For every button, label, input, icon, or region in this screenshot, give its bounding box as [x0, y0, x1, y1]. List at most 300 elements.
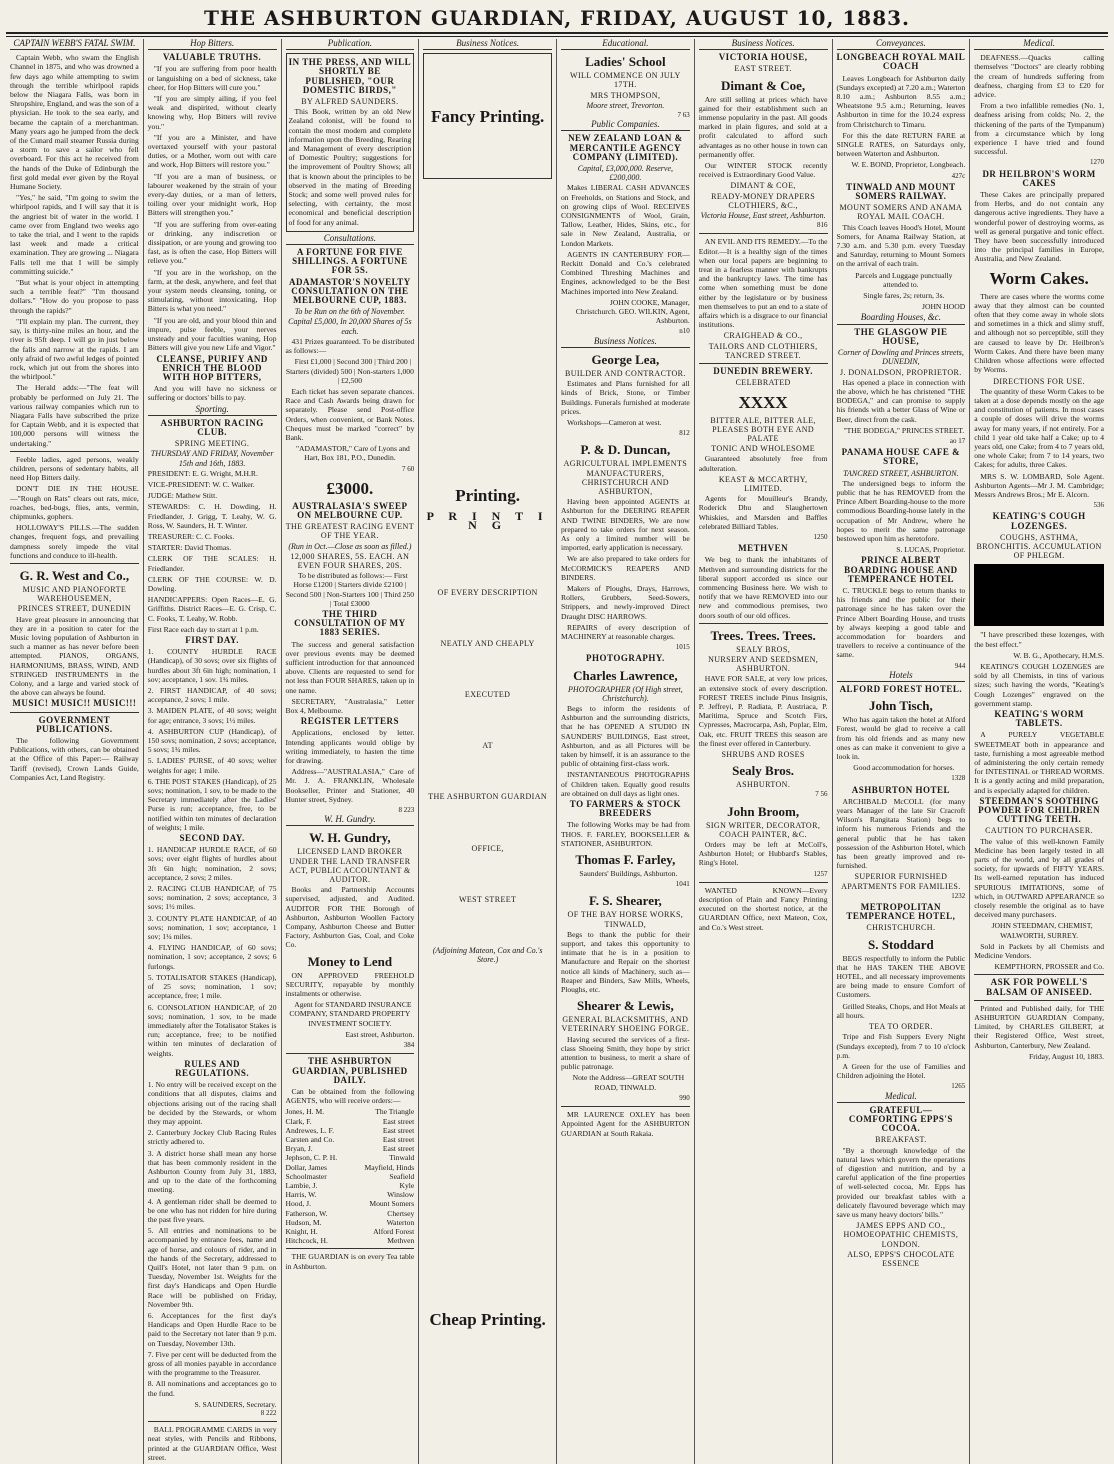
ad-title: THE GLASGOW PIE HOUSE, [854, 326, 948, 346]
ad-title: S. Stoddard [868, 936, 934, 952]
agent-place: East street [382, 1134, 415, 1144]
notice: First Race each day to start at 1 p.m. [147, 624, 259, 634]
ad-address: Moore street, Trevorton. [586, 100, 665, 110]
ad-title: STEEDMAN'S SOOTHING POWDER FOR CHILDREN CUTTING TEETH. [978, 795, 1101, 825]
article-paragraph: "But what is your object in attempting such a terrible feat?" "I'm thousand dollars." "How do you propose to pass through the rapids?" [10, 278, 139, 315]
ad-title: Shearer & Lewis, [577, 998, 674, 1014]
ad-text: The success and general satisfaction over previous events may be deemed sufficient introduction for that announced above. Clients are requested to send for not less than FOUR SHARES, taken up in one name. [285, 639, 415, 695]
redacted-block [974, 564, 1104, 626]
ad-ref: 944 [954, 661, 966, 670]
ad-title: PRINCE ALBERT BOARDING HOUSE AND TEMPERANCE HOTEL [844, 555, 958, 584]
ad-text: Good accommodation for horses. [853, 763, 955, 773]
ad-subtitle: COUGHS, ASTHMA, BRONCHITIS. ACCUMULATION OF PHLEGM. [976, 532, 1102, 561]
ad-name: MRS THOMPSON, [590, 90, 661, 100]
rule-entry: 3. A district horse shall mean any horse that has been commonly resident in the Ashburton County from July 31, 1883, and up to the date of the forthcoming meeting. [147, 1148, 277, 1195]
ad-text: Has opened a place in connection with the above, which he has christened "THE BODEGA," and can promise to supply his friends with a better Glass of Wine or Beer, direct from the cask. [836, 377, 966, 424]
divider [10, 563, 139, 564]
race-entry: 6. CONSOLATION HANDICAP, of 20 sovs; nomination, 1 sov, to be made immediately after the Totalisator Stakes is run; acceptance, free; to be notified within ten minutes of declaration of weights. [147, 1002, 277, 1058]
ad-title: LONGBEACH ROYAL MAIL COACH [836, 52, 966, 72]
rule-entry: 2. Canterbury Jockey Club Racing Rules strictly adhered to. [147, 1128, 277, 1147]
ad-subtitle: CELEBRATED [735, 378, 791, 388]
agent-place: Kyle [399, 1180, 415, 1190]
ad-text: Single fares, 2s; return, 3s. [863, 291, 945, 301]
ad-address: Note the Address—GREAT SOUTH ROAD, TINWALD. [572, 1073, 685, 1092]
columns [6, 38, 1108, 1462]
ad-ref: 536 [1093, 501, 1104, 510]
ad-subtitle: PHOTOGRAPHER (Of High street, Christchurch). [568, 684, 683, 703]
column-6 [695, 39, 833, 1464]
agent-row [286, 1135, 415, 1144]
officer: STEWARDS: C. H. Dowding, H. Friedlander, J. Grigg, T. Leahy, W. G. Ross, W. Saunders, H. T. Winter. [147, 502, 277, 530]
officer: CLERK OF THE COURSE: W. D. Dowling. [147, 574, 277, 593]
ad-line: (Adjoining Mateon, Cox and Co.'s Store.) [432, 946, 543, 965]
agent-place: East street [382, 1116, 415, 1126]
ad-headline: Worm Cakes. [989, 268, 1089, 288]
ad-highlight: MUSIC! MUSIC!! MUSIC!!! [12, 698, 137, 709]
ad-title: G. R. West and Co., [19, 567, 130, 583]
ad-title: John Tisch, [868, 698, 933, 714]
officer: TREASURER: C. C. Fooks. [147, 531, 235, 541]
ad-text: Makers of Ploughs, Drays, Harrows, Rollers, Grubbers, Seed-Sowers, Strippers, and newly-improved Direct Draught DISC HARROWS. [561, 583, 690, 621]
ad-byline: BY ALFRED SAUNDERS. [301, 97, 399, 107]
ad-text: This Coach leaves Hood's Hotel, Mount Somers, for Anama Railway Station, at 7.30 a.m. and 5.30 p.m. every Tuesday and Saturday, returning to Mount Somers on the arrival of each train. [836, 222, 966, 269]
ad-headline-fancy: Fancy Printing. [430, 107, 545, 127]
ad-title: TO FARMERS & STOCK BREEDERS [569, 799, 681, 819]
race-entry: 1. COUNTY HURDLE RACE (Handicap), of 30 sovs; over six flights of hurdles about 3ft 6in high; nomination, 1 sov; acceptance, 1 sov. 1¾ miles. [147, 647, 277, 684]
ad-text: Can be obtained from the following AGENTS, who will receive orders:— [285, 1086, 415, 1106]
race-entry: 3. COUNTY PLATE HANDICAP, of 40 sovs; nomination, 1 sov; acceptance, 1 sov; 1¼ miles. [147, 913, 277, 942]
section-head-boarding: Boarding Houses, &c. [837, 313, 966, 324]
ad-text: We are also prepared to take orders for McCORMICK'S REAPERS AND BINDERS. [561, 554, 690, 582]
blank-area [423, 181, 552, 481]
ad-address: East street, Ashburton. [345, 1029, 415, 1039]
race-entry: 5. LADIES' PURSE, of 40 sovs; welter weights for age; 1 mile. [147, 756, 277, 775]
ad-title: CLEANSE, PURIFY AND ENRICH THE BLOOD WITH HOP BITTERS, [156, 353, 268, 382]
ad-text: Having secured the services of a first-class Shoeing Smith, they hope by strict attention to business, to merit a share of public patronage. [561, 1034, 690, 1072]
ad-subtitle: TAILORS AND CLOTHIERS, TANCRED STREET. [708, 341, 818, 360]
ad-ref: 427c [951, 171, 966, 180]
ad-text: Orders may be left at McColl's, Ashburton Hotel; or Hubbard's Stables, Ring's Hotel. [698, 840, 828, 868]
ad-name: J. DONALDSON, PROPRIETOR. [840, 367, 962, 377]
ad-text: Applications, enclosed by letter. Intending applicants would oblige by writing immediately, to hasten the time for drawing. [285, 728, 415, 766]
ad-headline-cheap: Cheap Printing. [429, 1310, 546, 1330]
ad-title: PHOTOGRAPHY. [585, 653, 665, 664]
ad-ref: 7 60 [402, 464, 415, 473]
ad-address: Victoria House, East street, Ashburton. [700, 211, 826, 221]
agent-place: Waterton [386, 1217, 415, 1227]
ad-ref: 7 56 [815, 790, 828, 799]
agent-place: Chertsey [387, 1208, 415, 1218]
agent-name: Schoolmaster [285, 1171, 327, 1181]
ad-subtitle: ALSO, EPPS'S CHOCOLATE ESSENCE [847, 1249, 955, 1268]
ad-subtitle: AGRICULTURAL IMPLEMENTS MANUFACTURERS, CHRISTCHURCH AND ASHBURTON, [563, 459, 688, 496]
ad-text: Tripe and Fish Suppers Every Night (Sundays excepted), from 7 to 10 o'clock p.m. [836, 1032, 966, 1060]
ad-title: Ladies' School [585, 54, 666, 70]
ad-subtitle: Capital £5,000, In 20,000 Shares of 5s each. [288, 317, 412, 336]
ad-text: Books and Partnership Accounts supervised, adjusted, and Audited. AUDITOR FOR THE Borough of Ashburton, Ashburton Woollen Factory Company, Ashburton Cheese and Butter Factory, Ashburton Gas, Coal, and Coke Co. [285, 885, 415, 950]
ad-headline: XXXX [738, 392, 788, 412]
ad-text: "I have prescribed these lozenges, with the best effect." [974, 630, 1104, 649]
ad-text: Grilled Steaks, Chops, and Hot Meals at all hours. [836, 1001, 966, 1020]
ad-subtitle: TONIC AND WHOLESOME [711, 444, 815, 454]
ad-title: KEATING'S WORM TABLETS. [994, 708, 1084, 729]
ad-title: Thomas F. Farley, [575, 852, 676, 868]
ad-subtitle: To be Run on the 6th of November. [294, 307, 406, 317]
ad-text: The following Works may be had from THOS. F. FARLEY, BOOKSELLER & STATIONER, ASHBURTON. [561, 820, 690, 848]
divider [561, 1106, 690, 1107]
agent-place: The Triangle [375, 1107, 415, 1117]
signature: S. SAUNDERS, Secretary. [194, 1399, 277, 1409]
ad-ref: 1015 [675, 643, 690, 652]
rule-entry: 7. Five per cent will be deducted from the gross of all monies payable in accordance with the programme to the Treasurer. [147, 1349, 277, 1378]
rule-entry: 1. No entry will be received except on the conditions that all disputes, claims and objections arising out of the racing shall be decided by the Stewards, or whom they may appoint. [147, 1080, 277, 1126]
ad-ref: ao 17 [949, 436, 966, 445]
officer: VICE-PRESIDENT: W. C. Walker. [147, 479, 255, 489]
ad-subtitle: Corner of Dowling and Princes streets, DUNEDIN, [837, 348, 964, 367]
ad-name: KEMPTHORN, PROSSER and Co. [994, 962, 1104, 972]
ad-line: OF EVERY DESCRIPTION [437, 587, 538, 597]
ad-text: The value of this well-known Family Medicine has been largely tested in all parts of the world, and by all grades of society, for upwards of FIFTY YEARS. Its well-earned reputation has induced SPURIOUS IMITATIONS, some of which, in OUTWARD APPEARANCE so closely resemble the original as to have deceived many purchasers. [974, 836, 1104, 920]
ad-text: Begs to inform the residents of Ashburton and the surrounding districts, that he has OPENED A STUDIO IN SAUNDERS' BUILDINGS, East street, Ashburton, and as all Pictures will be taken by himself, it is an assurance to the public of obtaining first-class work. [561, 703, 690, 769]
ad-subtitle: BUILDER AND CONTRACTOR. [564, 368, 686, 378]
section-title: SECOND DAY. [179, 833, 245, 844]
section-head-business: Business Notices. [561, 337, 690, 348]
imprint: Printed and Published daily, for THE ASHBURTON GUARDIAN Company, Limited, by CHARLES GILBERT, at their Registered Office, West street, Ashburton, Canterbury, New Zealand. [974, 1003, 1104, 1050]
ad-title: ADAMASTOR'S NOVELTY CONSULTATION ON THE MELBOURNE CUP, 1883. [288, 276, 411, 306]
ad-title: Money to Lend [307, 953, 393, 969]
agent-row [286, 1218, 415, 1227]
officer: CLERK OF THE SCALES: H. Friedlander. [147, 554, 277, 573]
ad-address: Saunders' Buildings, Ashburton. [579, 869, 678, 879]
agent-row [286, 1209, 415, 1218]
ad-text: MR LAURENCE OXLEY has been Appointed Agent for the ASHBURTON GUARDIAN at South Rakaia. [561, 1110, 690, 1138]
ad-title: KEATING'S COUGH LOZENGES. [992, 511, 1086, 531]
ad-subtitle: (Run in Oct.—Close as soon as filled.) [288, 541, 412, 551]
agent-row [286, 1181, 415, 1190]
race-entry: 4. FLYING HANDICAP, of 60 sovs; nomination, 1 sov; acceptance, 2 sovs; 6 furlongs. [147, 943, 277, 971]
divider [286, 1053, 415, 1054]
ad-text: THE GUARDIAN is on every Tea table in Ashburton. [285, 1252, 415, 1271]
agent-place: Alford Forest [373, 1226, 415, 1236]
ad-text: KEATING'S COUGH LOZENGES are sold by all Chemists, in tins of various sizes; such having the words, "Keating's Cough Lozenges" engraved on the government stamp. [974, 661, 1104, 708]
column-2 [144, 39, 282, 1464]
ad-text: These Cakes are principally prepared from Herbs, and do not contain any dangerous active ingredients. They have a wonderful power of destroying worms, as well as general purgative and tonic effect. They have been successfully introduced into the principal families in Europe, Australia, and New Zealand. [974, 190, 1104, 264]
rule-entry: 5. All entries and nominations to be accompanied by entrance fees, name and age of horse, and colours of rider, and in the hands of the Secretary, addressed to Quill's Hotel, not later than 9 p.m. on Tuesday, November 1st. Weights for the first day's Handicaps and Open Hurdle Race will be published on Friday, November 9th. [147, 1226, 277, 1309]
ad-text: The quantity of these Worm Cakes to be taken at a dose depends mostly on the age and constitution of patients. In most cases a couple of doses will drive the worms away for many years, if not entirely. For a child 1 year old take half a Cake; up to 4 years old, one Cake; from 4 to 7 years old, one whole Cake; from 7 to 14 years, two Cakes; for adults, three Cakes. [974, 386, 1104, 470]
agent-row [286, 1144, 415, 1153]
ad-text: Feeble ladies, aged persons, weakly children, persons of sedentary habits, all need Hop Bitters daily. [10, 454, 139, 483]
ad-name: JOHN HOOD [922, 302, 966, 312]
column-3 [282, 39, 420, 1464]
ad-subtitle: CAUTION TO PURCHASER. [985, 826, 1094, 836]
ad-title: DUNEDIN BREWERY. [713, 366, 814, 377]
divider [974, 1000, 1104, 1001]
officer: JUDGE: Mathew Stitt. [147, 491, 218, 501]
divider [10, 712, 139, 713]
ad-date: THURSDAY AND FRIDAY, November 15th and 16th, 1883. [150, 449, 274, 468]
ad-text: The following Government Publications, with others, can be obtained at the Office of this Paper:— Railway Tariff (revised), Crown Lands Guide, Companies Act, Land Registry. [10, 736, 139, 782]
prize-table: First £1,000 | Second 300 | Third 200 | Starters (divided) 500 | Non-starters 1,000 | £2,500 [285, 357, 414, 385]
race-entry: 4. ASHBURTON CUP (Handicap), of 150 sovs; nomination, 2 sovs; acceptance, 5 sovs; 1¾ miles. [147, 726, 277, 755]
ad-text: "If you are suffering from over-eating or drinking, any indiscretion or dissipation, or are young and growing too fast, as is often the case, Hop Bitters will relieve you." [147, 219, 277, 266]
ad-line: NEATLY AND CHEAPLY [440, 638, 535, 648]
section-head-sporting: Sporting. [148, 405, 277, 416]
ad-text: Agent for STANDARD INSURANCE COMPANY, STANDARD PROPERTY INVESTMENT SOCIETY. [289, 1000, 412, 1028]
officer: PRESIDENT: E. G. Wright, M.H.R. [147, 468, 258, 478]
ad-line: OFFICE, [471, 843, 504, 853]
ad-subtitle: GENERAL BLACKSMITHS, AND VETERINARY SHOEING FORGE. [561, 1015, 690, 1034]
ad-name: W. E. BOND, Proprietor, Longbeach. [851, 160, 966, 170]
ad-text: A Green for the use of Families and Children adjoining the Hotel. [836, 1061, 966, 1081]
section-head-medical: Medical. [837, 1092, 966, 1103]
ad-title: ASHBURTON RACING CLUB. [160, 417, 264, 437]
ad-ref: 1250 [813, 532, 828, 541]
agent-row [286, 1172, 415, 1181]
ad-text: From a two infallible remedies (No. 1, deafness arising from colds; No. 2, the thickening of the parts of the Tympanum) from a circumstance which by long experience I have tried and found successful. [974, 101, 1104, 157]
ad-line: AT [482, 741, 493, 751]
race-entry: 6. THE POST STAKES (Handicap), of 25 sovs; nomination, 1 sov, to be made to the Secretary immediately after the Ladies' Purse is run; acceptance, free, to be notified within ten minutes of declaration of weights; 1 mile. [147, 776, 277, 832]
ad-title: IN THE PRESS, AND WILL SHORTLY BE PUBLISHED, "OUR DOMESTIC BIRDS," [288, 57, 412, 95]
ad-subtitle: BREAKFAST. [875, 1135, 927, 1145]
ad-subtitle: DIRECTIONS FOR USE. [993, 376, 1086, 386]
ad-title: ASK FOR POWELL'S BALSAM OF ANISEED. [986, 977, 1093, 997]
ad-title: REGISTER LETTERS [300, 716, 400, 727]
ad-subtitle: SHRUBS AND ROSES [721, 750, 805, 759]
race-entry: 3. MAIDEN PLATE, of 40 sovs; weight for age; entrance, 3 sovs; 1½ miles. [147, 706, 277, 725]
rule-entry: 4. A gentleman rider shall be deemed to be one who has not ridden for hire during the past five years. [147, 1196, 277, 1224]
masthead-rule [6, 32, 1108, 37]
ad-line: THE ASHBURTON GUARDIAN [428, 792, 548, 802]
ad-text: Sold in Packets by all Chemists and Medicine Vendors. [974, 941, 1104, 961]
ad-headline: £3000. [326, 478, 374, 498]
section-head-gundry: W. H. Gundry. [286, 815, 415, 826]
rule-entry: 6. Acceptances for the first day's Handicaps and Open Hurdle Race to be paid to the Secretary not later than 9 p.m. on Tuesday, November 13th. [147, 1311, 277, 1348]
ad-address: Address—"AUSTRALASIA," Care of Mr. J. A. FRANKLIN, Wholesale Bookseller, Printer and Stationer, 40 Hunter street, Sydney. [285, 767, 415, 804]
ad-text: Begs to thank the public for their support, and takes this opportunity to intimate that he is in a position to Manufacture and Repair on the shortest notice all kinds of Machinery, such as—Reaper and Binders, Saw Mills, Wheels, Ploughs, etc. [561, 929, 690, 995]
ad-name: KEAST & MCCARTHY, LIMITED. [718, 474, 808, 493]
ad-title: Charles Lawrence, [573, 667, 678, 683]
ad-text: HOLLOWAY'S PILLS.—The sudden changes, frequent fogs, and prevailing dampness sorely impede the vital functions and conduce to ill-health. [10, 523, 139, 560]
ad-text: Makes LIBERAL CASH ADVANCES on Freeholds, on Stations and Stock, and on growing clips of Wool. RECEIVES CONSIGNMENTS of Wool, Grain, Tallow, Leather, Hides, Skins, etc., for sale in New Zealand, Australia, or London Markets. [561, 183, 690, 248]
divider [699, 882, 828, 883]
agent-name: Bryan, J. [285, 1144, 313, 1154]
ad-text: "If you are simply ailing, if you feel weak and dispirited, without clearly knowing why, Hop Bitters will revive you." [147, 94, 277, 131]
ad-title: THE ASHBURTON GUARDIAN, PUBLISHED DAILY. [292, 1056, 408, 1085]
ad-ref: 7 63 [677, 111, 690, 120]
ad-text: BALL PROGRAMME CARDS in very neat styles, with Pencils and Ribbons, printed at the GUARDIAN Office, West street. [147, 1425, 277, 1462]
ad-title: GRATEFUL—COMFORTING EPPS'S COCOA. [848, 1104, 953, 1134]
ad-text: WANTED KNOWN—Every description of Plain and Fancy Printing executed on the shortest notice, at the GUARDIAN Office, next Mateon, Cox, and Co.'s West street. [698, 885, 828, 932]
article-paragraph: "I'll explain my plan. The current, they say, is thirty-nine miles an hour, and the river is 95ft deep. I will go in just below the falls and narrow at the rapids. I am only afraid of two awful ledges of pointed rock, which jut out from the shores into the whirlpool." [10, 316, 139, 382]
column-3-head: Publication. [286, 39, 415, 50]
ad-subtitle: SIGN WRITER, DECORATOR, COACH PAINTER, &C. [706, 820, 821, 839]
agent-row [286, 1190, 415, 1199]
column-1-head: CAPTAIN WEBB'S FATAL SWIM. [10, 39, 139, 50]
ad-text: Who has again taken the hotel at Alford Forest, would be glad to receive a call from his old friends and as many new ones as can make it convenient to give a look in. [836, 715, 966, 762]
ad-text: Estimates and Plans furnished for all kinds of Brick, Stone, or Timber Buildings. Funerals furnished at moderate prices. [561, 379, 690, 416]
column-8 [970, 39, 1108, 1464]
agent-name: Andrewes, L. F. [285, 1125, 335, 1135]
ad-text: DON'T DIE IN THE HOUSE.—"Rough on Rats" clears out rats, mice, roaches, bed-bugs, flies, ants, vermin, chipmunks, gophers. [10, 484, 139, 521]
ad-subtitle: LICENSED LAND BROKER UNDER THE LAND TRANSFER ACT, PUBLIC ACCOUNTANT & AUDITOR. [289, 847, 411, 885]
ad-text: Our WINTER STOCK recently received is Extraordinary Good Value. [698, 161, 828, 180]
ad-text: For this the date RETURN FARE at SINGLE RATES, on Saturdays only, between Waterton and Ashburton. [836, 130, 966, 159]
ad-name: W. B. G., Apothecary, H.M.S. [1013, 650, 1104, 660]
ad-name: S. LUCAS, Proprietor. [896, 545, 966, 555]
ad-name: CRAIGHEAD & CO., [723, 331, 803, 341]
ad-name: DIMANT & COE, [730, 181, 796, 191]
agent-row [286, 1117, 415, 1126]
agent-place: East street [382, 1144, 415, 1154]
ad-title: ALFORD FOREST HOTEL. [839, 684, 963, 694]
ad-subtitle: WILL COMMENCE ON JULY 17TH. [570, 71, 681, 90]
divider [699, 363, 828, 364]
column-4-head: Business Notices. [423, 39, 552, 50]
ad-text: SECRETARY, "Australasia," Letter Box 4, Melbourne. [285, 696, 415, 715]
column-1 [6, 39, 144, 1464]
agent-name: Harris, W. [285, 1190, 317, 1200]
ad-subtitle: OF THE BAY HORSE WORKS, TINWALD, [567, 910, 684, 929]
ad-ref: 812 [679, 429, 690, 438]
ad-name: SEALY BROS, [736, 644, 791, 654]
rule-entry: 8. All nominations and acceptances go to the fund. [147, 1379, 277, 1398]
column-4 [419, 39, 557, 1464]
agent-name: Fatherson, W. [285, 1208, 328, 1218]
ad-text: REPAIRS of every description of MACHINERY at reasonable charges. [561, 622, 690, 641]
agent-row [286, 1199, 415, 1208]
agent-place: Mayfield, Hinds [364, 1162, 415, 1172]
ad-subtitle: EAST STREET. [734, 64, 792, 74]
agent-row [286, 1126, 415, 1135]
ad-subtitle: TANCRED STREET, ASHBURTON. [843, 468, 959, 478]
ad-title: GOVERNMENT PUBLICATIONS. [36, 714, 113, 734]
ad-text: And you will have no sickness or suffering or doctors' bills to pay. [147, 384, 277, 403]
agent-place: East street [382, 1125, 415, 1135]
column-6-head: Business Notices. [699, 39, 828, 50]
ad-ref: 8 223 [398, 806, 415, 815]
ad-address: Workshops—Cameron at west. [567, 417, 662, 427]
ad-address: "ADAMASTOR," Care of Lyons and Hart, Box 181, P.O., Dunedin. [295, 444, 410, 463]
ad-title: VICTORIA HOUSE, [718, 52, 808, 63]
agent-name: Knight, H. [285, 1226, 318, 1236]
ad-ref: 1328 [951, 774, 966, 783]
ad-ref: 816 [817, 221, 828, 230]
agent-name: Dollar, James [285, 1162, 327, 1172]
section-head-companies: Public Companies. [561, 120, 690, 131]
ad-subtitle: 12,000 SHARES, 5S. EACH. AN EVEN FOUR SHARES, 20S. [290, 551, 410, 570]
divider [699, 233, 828, 234]
race-entry: 5. TOTALISATOR STAKES (Handicap), of 25 sovs; nomination, 1 sov; acceptance, free; 1 mile. [147, 972, 277, 1001]
section-head-hotels: Hotels [837, 671, 966, 682]
ad-text: ARCHIBALD McCOLL (for many years Manager of the late Sir Cracroft Wilson's Rangitata Station) begs to inform his numerous Friends and the general public that he has taken possession of the Ashburton Hotel, which has been greatly improved and re-furnished. [836, 796, 966, 871]
ad-text: Having been appointed AGENTS at Ashburton for the DEERING REAPER AND TWINE BINDERS, We are now prepared to take orders for next season. As only a limited number will be imported, early application is necessary. [561, 497, 690, 553]
ad-subtitle: BITTER ALE, BITTER ALE, PLEASES BOTH EYE AND PALATE [710, 415, 816, 443]
agent-row [286, 1236, 415, 1245]
ad-title: ASHBURTON HOTEL [851, 784, 951, 795]
ad-text: Have great pleasure in announcing that they are in a position to cater for the Music loving population of Ashburton in such a manner as has never before been attempted. PIANOS, ORGANS, HARMONIUMS, BRASS, WIND, AND STRINGED INSTRUMENTS in the Colony, and a large and varied stock of the above can always be found. [10, 614, 139, 698]
ad-address: PRINCES STREET, DUNEDIN [17, 604, 132, 614]
ad-title: NEW ZEALAND LOAN & MERCANTILE AGENCY COMPANY (LIMITED). [568, 133, 683, 162]
ad-subtitle: CHRISTCHURCH. [866, 923, 936, 933]
column-8-head: Medical. [974, 39, 1104, 50]
ad-title: P. & D. Duncan, [580, 442, 671, 458]
ad-title: W. H. Gundry, [309, 830, 391, 846]
agent-place: Seafield [389, 1171, 415, 1181]
ad-text: "If you are a man of business, or labourer weakened by the strain of your every-day duties, or a man of letters, toiling over your midnight work, Hop Bitters will strengthen you." [147, 171, 277, 218]
column-7-head: Conveyances. [837, 39, 966, 50]
ad-spaced: P R I N T I N G [426, 509, 549, 533]
agent-name: Hitchcock, H. [285, 1236, 328, 1246]
ad-title: TINWALD AND MOUNT SOMERS RAILWAY. [846, 181, 956, 202]
ad-text: "If you are in the workshop, on the farm, at the desk, anywhere, and feel that your system needs cleansing, toning, or stimulating, without intoxicating, Hop Bitters is what you need." [147, 267, 277, 314]
ad-text: ON APPROVED FREEHOLD SECURITY, repayable by monthly instalments or otherwise. [285, 970, 415, 999]
ad-title: VALUABLE TRUTHS. [163, 52, 262, 63]
ad-text: Each ticket has seven separate chances. Race and Cash Awards being drawn for separately. Please send Post-office Orders, when convenient, or Bank Notes. Cheques must be marked "correct" by Bank. [285, 386, 415, 442]
ad-subtitle: TEA TO ORDER. [868, 1022, 933, 1032]
column-2-head: Hop Bitters. [148, 39, 277, 50]
ad-title: Dimant & Coe, [721, 77, 806, 93]
ad-text: INSTANTANEOUS PHOTOGRAPHS of Children taken. Equally good results are obtained on dull days as light ones. [561, 770, 690, 798]
ad-address: "THE BODEGA," PRINCES STREET. [843, 425, 965, 435]
agent-name: Carsten and Co. [285, 1134, 335, 1144]
column-7 [833, 39, 971, 1464]
ad-subtitle: THE GREATEST RACING EVENT OF THE YEAR. [285, 522, 415, 541]
column-5 [557, 39, 695, 1464]
ad-subtitle: MUSIC AND PIANOFORTE WAREHOUSEMEN, [22, 584, 127, 604]
ad-title: PANAMA HOUSE CAFE & STORE, [841, 447, 961, 467]
ad-title: Trees. Trees. Trees. [710, 627, 816, 643]
ad-text: HAVE FOR SALE, at very low prices, an extensive stock of every description. FOREST TREES include Pinus Insignis, P. Jeffreyi, P. Radiata, P. Austriaca, P. Maritima, Spruce and Scotch Firs, Cypresses, Macrocarpa, Ash, Poplar, Elm, Oak, etc. FRUIT TREES this season are the finest ever offered in Canterbury. [698, 674, 828, 748]
ad-text: Agents for Mouilleur's Brandy, Roderick Dhu and Slaughertown Whiskies, and Marsden and Baffles celebrated Billiard Tables. [698, 494, 828, 531]
section-title: RULES AND REGULATIONS. [175, 1058, 250, 1078]
ad-text: Leaves Longbeach for Ashburton daily (Sundays excepted) at 7.20 a.m.; Waterton 8.10 a.m.; Ashburton 8.55 a.m.; Wheatstone 9.5 a.m.; Returning, leaves Ashburton in time for the 10.24 express from Christchurch to Timaru. [836, 73, 966, 129]
agent-place: Winslow [387, 1190, 415, 1200]
ad-ref: 1041 [675, 880, 690, 889]
section-title: FIRST DAY. [185, 634, 239, 645]
column-5-head: Educational. [561, 39, 690, 50]
ad-address: JOHN STEEDMAN, CHEMIST, WALWORTH, SURREY. [991, 921, 1093, 940]
ad-text: 431 Prizes guaranteed. To be distributed as follows:— [285, 336, 415, 356]
ad-ref: n10 [679, 327, 690, 336]
ad-text: A PURELY VEGETABLE SWEETMEAT both in appearance and taste, furnishing a most agreeable method of administering the only certain remedy for INTESTINAL or THREAD WORMS. It is a gently acting and mild preparation, and is especially adapted for children. [974, 730, 1104, 795]
ad-title: AUSTRALASIA'S SWEEP ON MELBOURNE CUP. [292, 500, 408, 520]
ad-title: George Lea, [591, 351, 660, 367]
ad-title: John Broom, [727, 803, 800, 819]
ad-text: AGENTS IN CANTERBURY FOR—Reckitt Donald and Co.'s celebrated Combined Threshing Machines and Engines, acknowledged to be the Best Machines imported into New Zealand. [561, 249, 690, 296]
ad-title: A FORTUNE FOR FIVE SHILLINGS. A FORTUNE FOR 5S. [292, 247, 408, 276]
ad-subtitle: NURSERY AND SEEDSMEN, ASHBURTON. [708, 654, 819, 674]
ad-text: Parcels and Luggage punctually attended to. [855, 270, 953, 289]
agent-name: Clark, F. [285, 1116, 312, 1126]
ad-headline-printing: Printing. [455, 486, 520, 506]
ad-ref: 1265 [951, 1082, 966, 1091]
ad-title: Sealy Bros. [732, 763, 795, 779]
ad-title: DR HEILBRON'S WORM CAKES [982, 168, 1096, 188]
ad-subtitle: READY-MONEY DRAPERS CLOTHIERS, &C., [711, 191, 816, 210]
ad-text: We beg to thank the inhabitants of Methven and surrounding districts for the liberal support accorded us since our commencing Business here. We wish to notify that we have REMOVED into our new and commodious premises, two doors south of our old offices. [698, 555, 828, 620]
agent-row [286, 1107, 415, 1116]
ad-text: BEGS respectfully to inform the Public that he HAS TAKEN THE ABOVE HOTEL, and all necessary improvements are being made to ensure Comfort of Customers. [836, 953, 966, 1000]
article-paragraph: "Yes," he said, "I'm going to swim the whirlpool rapids, and I will say that it is the angriest bit of water in the world. I came over from England two weeks ago to take the trial, and I went to the rapids last week and made a critical examination. They are growing ... Niagara Falls tell me that I will be simply committing suicide." [10, 193, 139, 276]
ad-name: JAMES EPPS AND CO., HOMOEOPATHIC CHEMISTS, LONDON. [843, 1221, 959, 1249]
ad-name: JOHN COOKE, Manager, Christchurch. GEO. WILKIN, Agent, Ashburton. [575, 297, 690, 326]
ad-text: The undersigned begs to inform the public that he has REMOVED from the Prince Albert Boarding-house to the more commodious Boarding-house lately in the occupation of Mr Andrew, where he hopes to merit the same patronage bestowed upon him as heretofore. [836, 478, 966, 543]
ad-ref: 990 [679, 1093, 690, 1102]
ad-title: THE THIRD CONSULTATION OF MY 1883 SERIES. [294, 608, 406, 638]
ad-ref: 1270 [1090, 158, 1104, 167]
ad-subtitle: SUPERIOR FURNISHED APARTMENTS FOR FAMILIES. [841, 872, 961, 891]
ad-text: "If you are old, and your blood thin and impure, pulse feeble, your nerves unsteady and your faculties waning, Hop Bitters will give you new Life and Vigor." [147, 315, 277, 353]
